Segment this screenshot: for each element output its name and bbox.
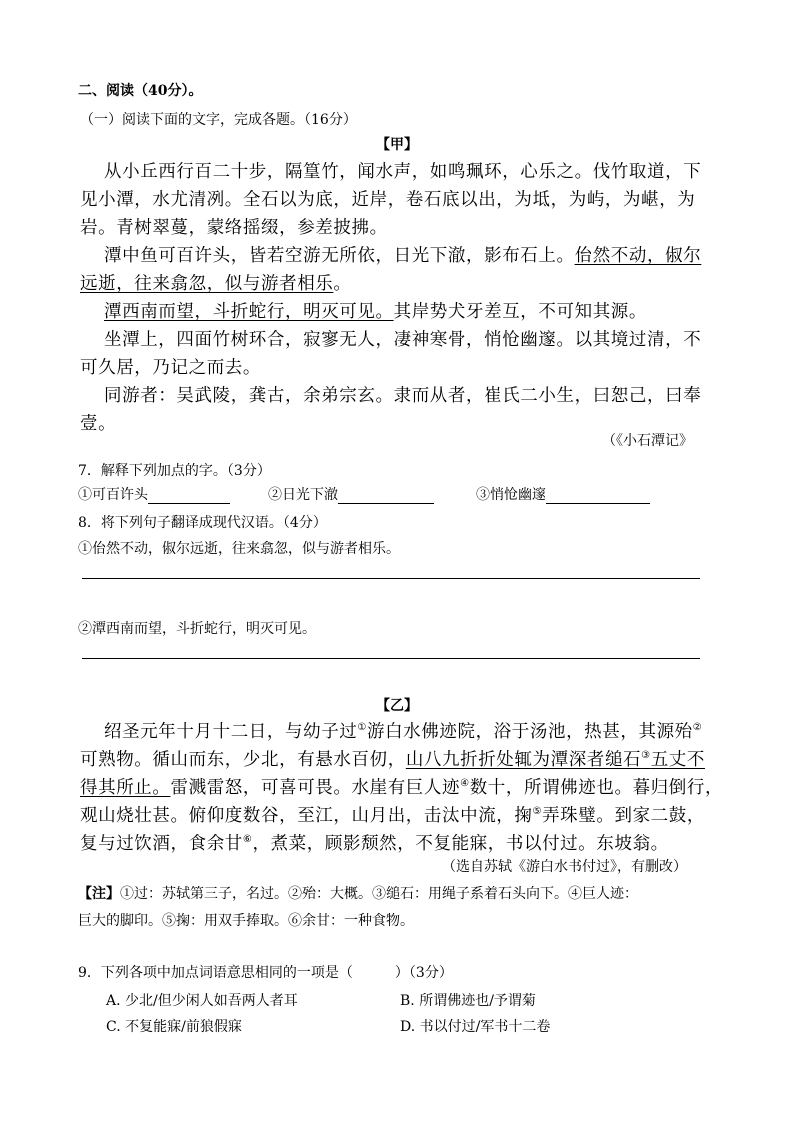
passage-text: 绍圣元年十月十二日，与幼子过	[104, 722, 358, 742]
passage-jia-line: 见小潭，水尤清冽。全石以为底，近岸，卷石底以出，为坻，为屿，为嵁，为	[80, 190, 696, 210]
passage-yi-line	[80, 746, 705, 771]
option-a[interactable]: A. 少北/但少闲人如吾两人者耳	[106, 993, 298, 1009]
question-7-item-a	[78, 484, 230, 504]
passage-jia-line: 可久居，乃记之而去。	[80, 358, 261, 378]
footnote-marker: ④	[460, 778, 470, 790]
passage-text: 山八九折折处辄为潭深者缒石	[405, 750, 642, 770]
question-7-item-c	[476, 484, 650, 504]
section-subtitle: （一）阅读下面的文字，完成各题。（16分）	[80, 112, 357, 128]
underlined-sentence	[406, 750, 705, 770]
annotation-text: ①过：苏轼第三子，名过。②殆：大概。③缒石：用绳子系着石头向下。④巨人迹：	[120, 886, 638, 902]
passage-text: 弄珠璧。到家二鼓，	[542, 806, 705, 826]
answer-blank[interactable]	[546, 489, 650, 504]
passage-yi-label: 【乙】	[376, 698, 418, 714]
passage-text: 潭中鱼可百许头，皆若空游无所依，日光下澈，影布石上。	[104, 246, 575, 266]
passage-text: ，煮菜，顾影颓然，不复能寐，书以付过。东坡翁。	[252, 834, 669, 854]
item-label: ③悄怆幽邃	[476, 487, 546, 503]
passage-jia-line: 岩。青树翠蔓，蒙络摇缀，参差披拂。	[80, 218, 388, 238]
question-8-sentence-1: ①佁然不动，俶尔远逝，往来翕忽，似与游者相乐。	[78, 541, 400, 557]
footnote-marker: ①	[357, 722, 367, 734]
question-8-stem: 8．将下列句子翻译成现代汉语。（4分）	[78, 515, 327, 531]
passage-text: 复与过饮酒，食余甘	[80, 834, 243, 854]
passage-jia-line	[104, 298, 647, 323]
passage-yi-source: （选自苏轼《游白水书付过》，有删改）	[442, 859, 687, 875]
footnote-marker: ②	[692, 722, 703, 734]
passage-jia-line: 壹。	[80, 414, 117, 434]
option-b[interactable]: B. 所谓佛迹也/予谓菊	[400, 993, 536, 1009]
annotation-line: 巨大的脚印。⑤掬：用双手捧取。⑥余甘：一种食物。	[78, 913, 414, 929]
answer-line[interactable]	[82, 658, 700, 659]
passage-jia-label: 【甲】	[376, 137, 418, 153]
passage-jia-line	[80, 270, 352, 295]
passage-text: 雷溅雷怒，可喜可畏。水崖有巨人迹	[170, 778, 461, 798]
option-d[interactable]: D. 书以付过/军书十二卷	[400, 1019, 551, 1035]
question-7-stem: 7．解释下列加点的字。（3分）	[78, 463, 271, 479]
footnote-marker: ⑤	[532, 806, 543, 818]
underlined-sentence: 佁然不动，俶尔	[574, 246, 702, 266]
passage-yi-line	[80, 774, 723, 799]
item-label: ②日光下澈	[268, 487, 338, 503]
annotation-label: 【注】	[78, 886, 120, 902]
passage-text: 五丈不	[650, 750, 706, 770]
option-c[interactable]: C. 不复能寐/前狼假寐	[106, 1019, 242, 1035]
item-label: ①可百许头	[78, 487, 148, 503]
passage-text: 。	[333, 274, 352, 294]
question-9-stem: 9．下列各项中加点词语意思相同的一项是（ ）（3分）	[78, 965, 453, 981]
passage-jia-line: 坐潭上，四面竹树环合，寂寥无人，凄神寒骨，悄怆幽邃。以其境过清，不	[104, 330, 702, 350]
passage-yi-line	[80, 830, 669, 855]
underlined-sentence: 得其所止。	[80, 778, 171, 798]
underlined-sentence: 潭西南而望，斗折蛇行，明灭可见。	[104, 302, 394, 322]
answer-blank[interactable]	[148, 489, 230, 504]
passage-text: 其岸势犬牙差互，不可知其源。	[393, 302, 648, 322]
footnote-marker: ⑥	[242, 834, 253, 846]
passage-jia-line: 从小丘西行百二十步，隔篁竹，闻水声，如鸣珮环，心乐之。伐竹取道，下	[104, 162, 702, 182]
passage-text: 游白水佛迹院，浴于汤池，热甚，其源殆	[366, 722, 693, 742]
passage-jia-source: （《小石潭记》	[602, 433, 693, 449]
passage-jia-line: 同游者：吴武陵，龚古，余弟宗玄。隶而从者，崔氏二小生，曰恕己，曰奉	[104, 386, 702, 406]
passage-yi-line	[104, 718, 702, 743]
answer-blank[interactable]	[338, 489, 434, 504]
passage-jia-line	[104, 242, 701, 267]
passage-text: 数十，所谓佛迹也。暮归倒行，	[469, 778, 724, 798]
footnote-marker: ③	[641, 750, 651, 762]
underlined-sentence: 远逝，往来翕忽，似与游者相乐	[80, 274, 334, 294]
passage-text: 观山烧壮甚。俯仰度数谷，至江，山月出，击汰中流，掬	[80, 806, 533, 826]
question-8-sentence-2: ②潭西南而望，斗折蛇行，明灭可见。	[78, 621, 316, 637]
question-7-item-b	[268, 484, 434, 504]
annotation-line	[78, 883, 638, 903]
section-title: 二、阅读（40分）。	[78, 83, 203, 99]
passage-text: 可熟物。循山而东，少北，有悬水百仞，	[80, 750, 406, 770]
answer-line[interactable]	[82, 578, 700, 579]
passage-yi-line	[80, 802, 705, 827]
